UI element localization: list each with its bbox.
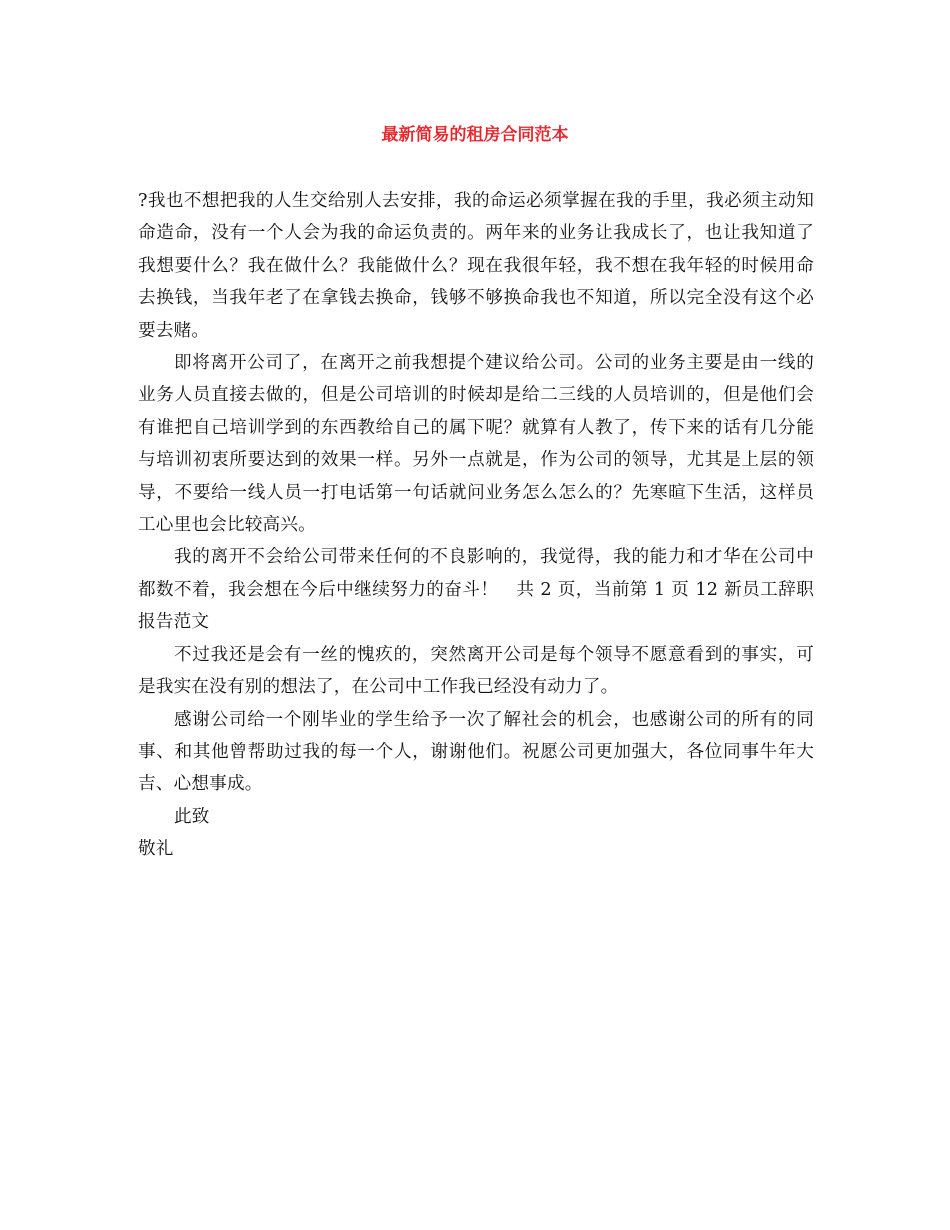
document-body <box>138 185 814 866</box>
document-title: 最新简易的租房合同范本 <box>381 125 569 145</box>
paragraph-suggestion: 即将离开公司了，在离开之前我想提个建议给公司。公司的业务主要是由一线的业务人员直接去做的，但是公司培训的时候却是给二三线的人员培训的，但是他们会有谁把自己培训学到的东西教给自己的属下呢？就算有人教了，传下来的话有几分能与培训初衷所要达到的效果一样。另外一点就是，作为公司的领导，尤其是上层的领导，不要给一线人员一打电话第一句话就问业务怎么怎么的？先寒暄下生活，这样员工心里也会比较高兴。 <box>138 353 814 536</box>
paragraph-thanks: 感谢公司给一个刚毕业的学生给予一次了解社会的机会，也感谢公司的所有的同事、和其他曾帮助过我的每一个人，谢谢他们。祝愿公司更加强大，各位同事牛年大吉、心想事成。 <box>138 709 814 795</box>
paragraph-regret: 不过我还是会有一丝的愧疚的，突然离开公司是每个领导不愿意看到的事实，可是我实在没有别的想法了，在公司中工作我已经没有动力了。 <box>138 644 814 698</box>
closing-salutation: 此致 <box>174 806 210 827</box>
closing-respect: 敬礼 <box>138 839 174 860</box>
paragraph-departure: 我的离开不会给公司带来任何的不良影响的，我觉得，我的能力和才华在公司中都数不着，我会想在今后中继续努力的奋斗！ 共 2 页，当前第 1 页 12 新员工辞职报告范文 <box>138 547 814 633</box>
paragraph-opening: ?我也不想把我的人生交给别人去安排，我的命运必须掌握在我的手里，我必须主动知命造命，没有一个人会为我的命运负责的。两年来的业务让我成长了，也让我知道了我想要什么？我在做什么？我能做什么？现在我很年轻，我不想在我年轻的时候用命去换钱，当我年老了在拿钱去换命，钱够不够换命我也不知道，所以完全没有这个必要去赌。 <box>138 191 814 341</box>
